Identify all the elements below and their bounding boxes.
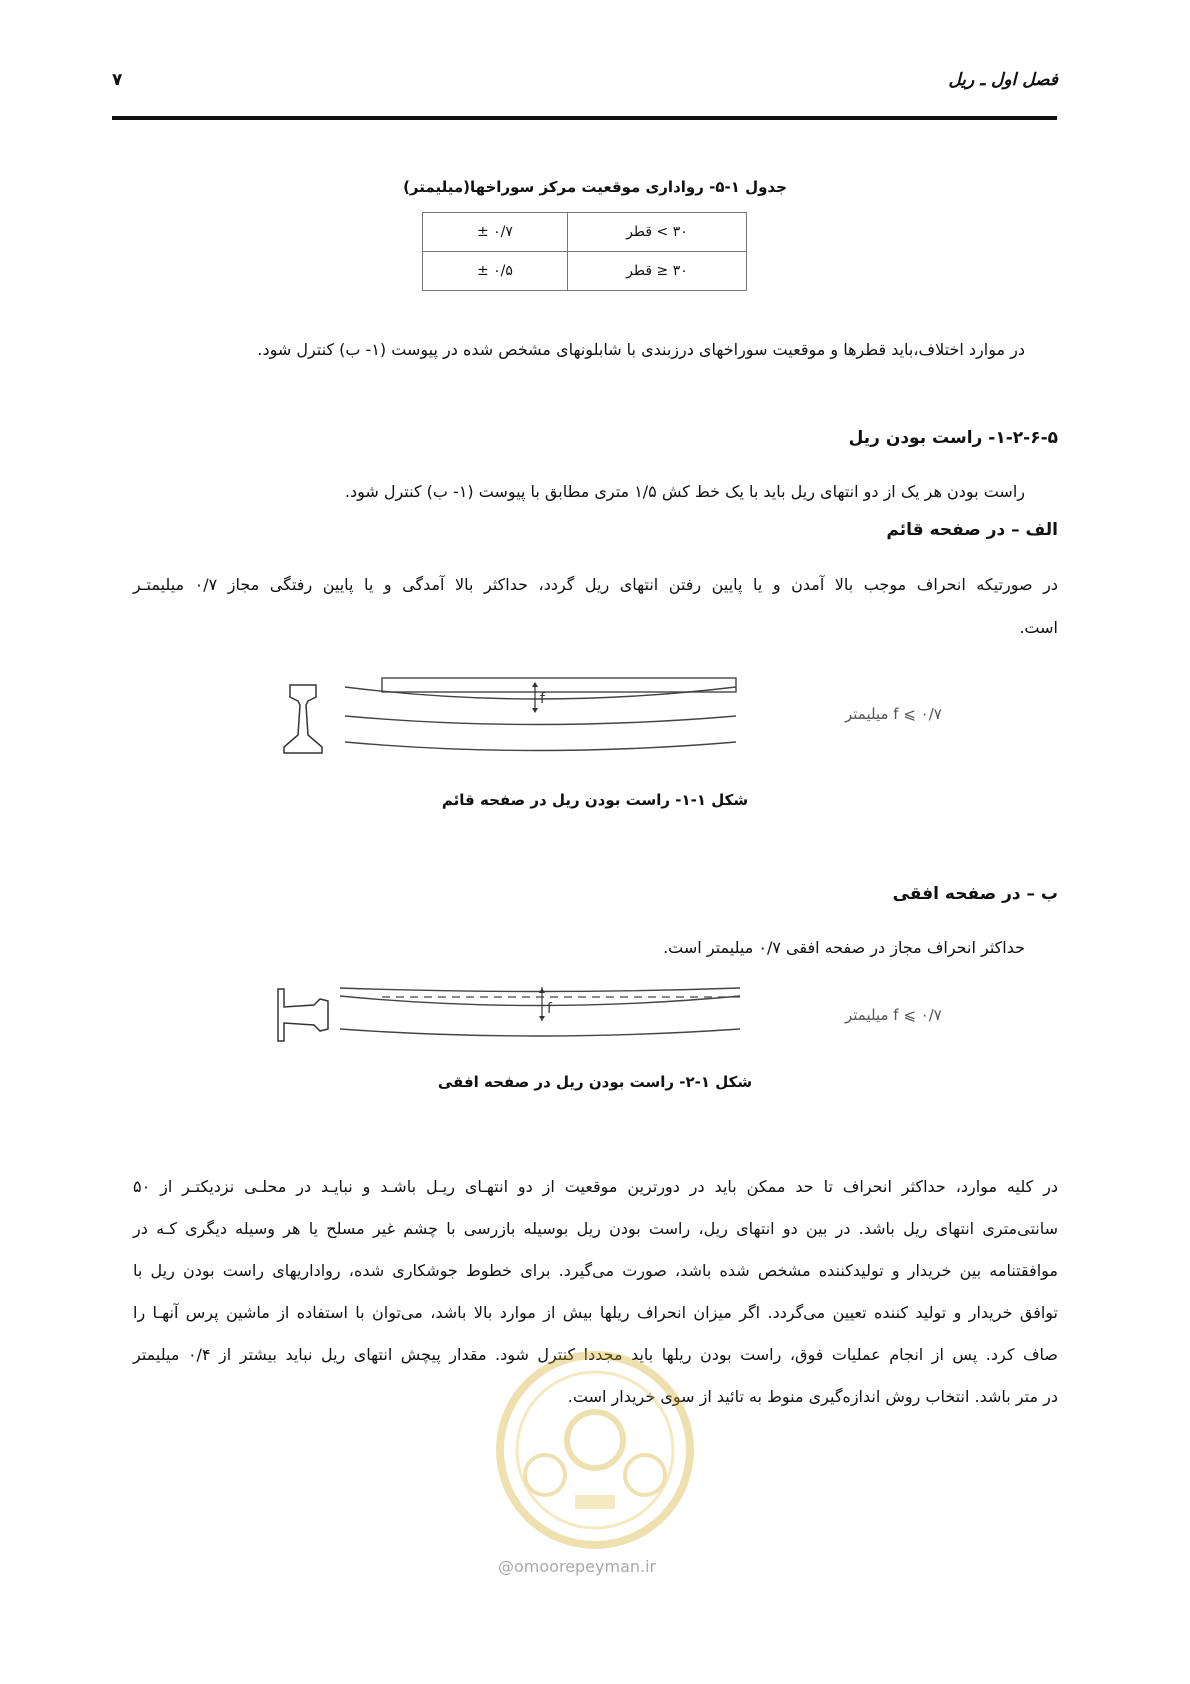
rail-profile-upright-icon: [284, 685, 322, 753]
paragraph-line: موافقتنامه بین خریدار و تولیدکننده مشخص شده باشد، صورت می‌گیرد. برای خطوط جوشکاری شده، رواداریهای راست بودن ریل با: [133, 1261, 1058, 1280]
arrow-up-icon: [539, 988, 545, 993]
vertical-text-line1: در صورتیکه انحراف موجب بالا آمدن و یا پایین رفتن انتهای ریل گردد، حداکثر بالا آمدگی و یا پایین رفتگی مجاز ۰/۷ میلیمتـر: [133, 575, 1059, 594]
arrow-down-icon: [532, 708, 538, 713]
table-caption: جدول ۱-۵- رواداری موقعیت مرکز سوراخها(میلیمتر): [403, 178, 787, 196]
rail-bottom-line: [345, 742, 736, 751]
deviation-label: f: [547, 1001, 552, 1017]
deviation-label: f: [540, 691, 545, 707]
rail-mid-line: [345, 716, 736, 725]
section-heading: ۱-۲-۶-۵- راست بودن ریل: [848, 428, 1058, 448]
figure-2-caption: شکل ۱-۲- راست بودن ریل در صفحه افقی: [437, 1073, 753, 1091]
rail-profile-sideways-icon: [278, 989, 328, 1041]
table-cell-condition: ۳۰ ≤ قطر: [567, 252, 746, 291]
header-rule: [112, 116, 1057, 120]
figure-vertical-straightness: [270, 675, 942, 770]
paragraph-line: سانتی‌متری انتهای ریل باشد. در بین دو انتهای ریل، راست بودن ریل بوسیله بازرسی با چشم غیر مسلح یا هر وسیله دیگری کـه در: [133, 1219, 1058, 1238]
arrow-up-icon: [532, 682, 538, 687]
deviation-limit: f ⩽ ۰/۷ میلیمتر: [845, 1006, 942, 1024]
watermark-seal-icon: [485, 1345, 705, 1555]
tolerance-table: [422, 212, 747, 291]
straight-edge: [382, 678, 736, 692]
paragraph-line: صاف کرد. پس از انجام عملیات فوق، راست بودن ریلها باید مجددا کنترل شود. مقدار پیچش انتهای ریل نباید بیشتر از ۰/۴ میلیمتر: [133, 1345, 1059, 1364]
paragraph-line: توافق خریدار و تولید کننده تعیین می‌گردد. اگر میزان انحراف ریلها بیش از موارد بالا باشد، می‌توان با استفاده از ماشین پرس آنهـا را: [133, 1303, 1058, 1322]
arrow-down-icon: [539, 1016, 545, 1021]
table-cell-tolerance: ± ۰/۷: [423, 213, 568, 252]
figure-1-caption: شکل ۱-۱- راست بودن ریل در صفحه قائم: [441, 791, 749, 809]
horizontal-text: حداکثر انحراف مجاز در صفحه افقی ۰/۷ میلیمتر است.: [663, 938, 1025, 957]
table-row: [423, 213, 747, 252]
subheading-vertical: الف – در صفحه قائم: [886, 520, 1058, 540]
chapter-title: فصل اول ـ ریل: [948, 70, 1058, 90]
deviation-limit: f ⩽ ۰/۷ میلیمتر: [845, 705, 942, 723]
subheading-horizontal: ب – در صفحه افقی: [892, 884, 1058, 904]
table-cell-condition: ۳۰ > قطر: [567, 213, 746, 252]
rail-bottom-line: [340, 1029, 740, 1036]
paragraph-line: در کلیه موارد، حداکثر انحراف تا حد ممکن باید در دورترین موقعیت از دو انتهـای ریـل باشـد و نبایـد در محلـی نزدیکتـر از ۵۰: [133, 1177, 1058, 1196]
table-cell-tolerance: ± ۰/۵: [423, 252, 568, 291]
paragraph-line: در متر باشد. انتخاب روش اندازه‌گیری منوط به تائید از سوی خریدار است.: [567, 1387, 1058, 1406]
table-row: [423, 252, 747, 291]
page-number: ۷: [112, 70, 123, 90]
watermark-url: @omoorepeyman.ir: [498, 1557, 657, 1576]
section-intro: راست بودن هر یک از دو انتهای ریل باید با یک خط کش ۱/۵ متری مطابق با پیوست (۱- ب) کنترل شود.: [344, 482, 1025, 501]
rail-top-line: [340, 988, 740, 992]
figure-horizontal-straightness: [270, 985, 942, 1045]
dispute-paragraph: در موارد اختلاف،باید قطرها و موقعیت سوراخهای درزبندی با شابلونهای مشخص شده در پیوست (۱- ب) کنترل شود.: [257, 340, 1025, 359]
vertical-text-line2: است.: [1019, 618, 1058, 637]
